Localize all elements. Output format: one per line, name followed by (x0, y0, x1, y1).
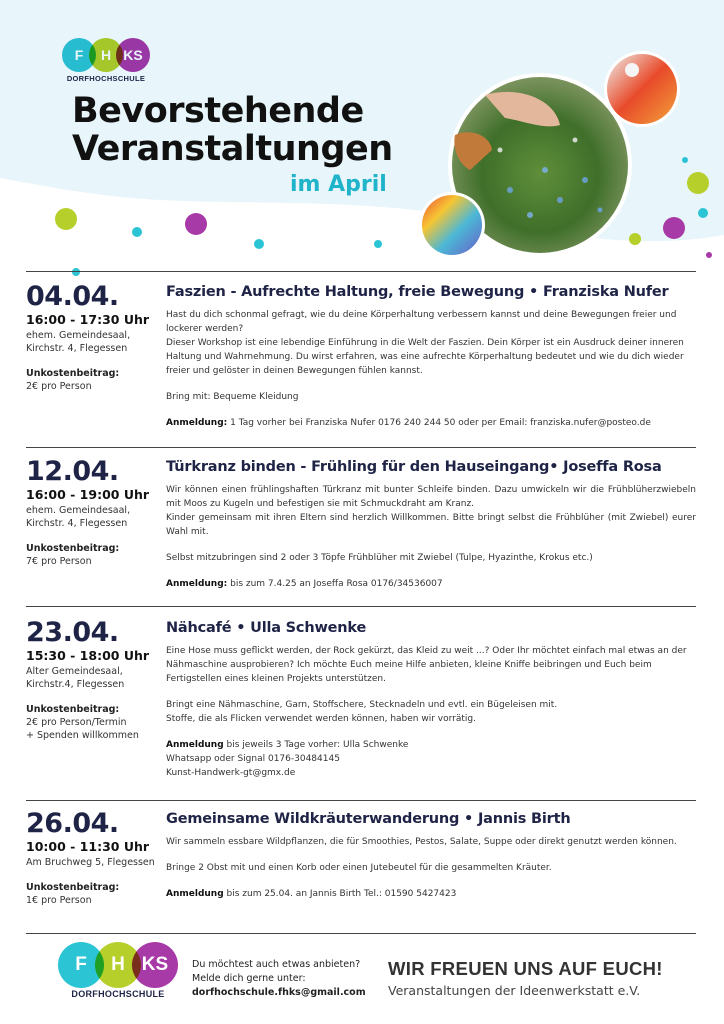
brand-logo (62, 38, 150, 83)
event-time: 15:30 - 18:00 Uhr (26, 648, 150, 663)
logo-letter-f: F (58, 942, 104, 988)
logo-name: DORFHOCHSCHULE (71, 989, 165, 999)
event-title: Türkranz binden - Frühling für den Hauseingang• Joseffa Rosa (166, 459, 662, 475)
page-title: Bevorstehende Veranstaltungen (72, 91, 393, 169)
event-description: Wir sammeln essbare Wildpflanzen, die für Smoothies, Pestos, Salate, Suppe oder direkt genutzt werden können. Bringe 2 Obst mit und einen Korb oder einen Jutebeutel für die gesammelten Kräuter. Anmeldung bis zum 25.04. an Jannis Birth Tel.: 01590 5427423 (166, 835, 696, 901)
logo-letters-ks: KS (116, 38, 150, 72)
page-subtitle: im April (290, 172, 387, 197)
logo-name: DORFHOCHSCHULE (66, 74, 146, 83)
event-date: 12.04. (26, 456, 119, 487)
event-description: Hast du dich schonmal gefragt, wie du deine Körperhaltung verbessern kannst und deine Bewegungen freier und lockerer werden? Dieser Workshop ist eine lebendige Einführung in die Welt der Faszien. Dein Körper ist ein Ausdruck deiner inneren Haltung und Wahrnehmung. Du wirst erfahren, was eine aufrechte Körperhaltung bedeutet und wie du dich wieder freier und gelöster in deinen Bewegungen fühlen kannst. Bring mit: Bequeme Kleidung Anmeldung: 1 Tag vorher bei Franziska Nufer 0176 240 244 50 oder per Email: franziska.nufer@posteo.de (166, 308, 696, 430)
divider (26, 933, 696, 934)
logo-letter-h: H (95, 942, 141, 988)
cost-label: Unkostenbeitrag: (26, 543, 120, 554)
offer-text: Du möchtest auch etwas anbieten? Melde dich gerne unter: dorfhochschule.fhks@gmail.com (192, 959, 366, 998)
logo-letter-f: F (62, 38, 96, 72)
cost-value: 7€ pro Person (26, 556, 92, 567)
cost-value: 1€ pro Person (26, 895, 92, 906)
cost-value: 2€ pro Person (26, 381, 92, 392)
divider (26, 800, 696, 801)
event-date: 04.04. (26, 281, 119, 312)
event-description: Eine Hose muss geflickt werden, der Rock gekürzt, das Kleid zu weit ...? Oder Ihr möchtet einfach mal etwas an der Nähmaschine ausprobieren? Ich möchte Euch meine Hilfe anbieten, kleine Kniffe beibringen und Euch beim Fertigstellen eines kleinen Projekts unterstützen. Bringt eine Nähmaschine, Garn, Stoffschere, Stecknadeln und evtl. ein Bügeleisen mit. Stoffe, die als Flicken verwendet werden können, haben wir vorrätig. Anmeldung bis jeweils 3 Tage vorher: Ulla Schwenke Whatsapp oder Signal 0176-30484145 Kunst-Handwerk-gt@gmx.de (166, 644, 696, 780)
cost-label: Unkostenbeitrag: (26, 882, 120, 893)
divider (26, 271, 696, 272)
event-time: 16:00 - 17:30 Uhr (26, 312, 150, 327)
event-location: ehem. Gemeindesaal, Kirchstr. 4, Flegessen (26, 505, 131, 529)
event-time: 16:00 - 19:00 Uhr (26, 487, 150, 502)
logo-letters-ks: KS (132, 942, 178, 988)
event-time: 10:00 - 11:30 Uhr (26, 839, 150, 854)
event-title: Faszien - Aufrechte Haltung, freie Bewegung • Franziska Nufer (166, 284, 669, 300)
cost-value: 2€ pro Person/Termin + Spenden willkommen (26, 717, 139, 741)
event-title: Gemeinsame Wildkräuterwanderung • Jannis Birth (166, 811, 571, 827)
offer-email[interactable]: dorfhochschule.fhks@gmail.com (192, 987, 366, 998)
event-date: 23.04. (26, 617, 119, 648)
contact-email: Kunst-Handwerk-gt@gmx.de (166, 768, 296, 778)
event-date: 26.04. (26, 808, 119, 839)
event-title: Nähcafé • Ulla Schwenke (166, 620, 367, 636)
event-registration: Anmeldung: bis zum 7.4.25 an Joseffa Rosa 0176/34536007 (166, 579, 443, 589)
cost-label: Unkostenbeitrag: (26, 704, 120, 715)
event-registration: Anmeldung bis jeweils 3 Tage vorher: Ulla Schwenke (166, 740, 409, 750)
divider (26, 606, 696, 607)
footer-logo (58, 942, 178, 999)
event-location: Alter Gemeindesaal, Kirchstr.4, Flegessen (26, 666, 125, 690)
event-location: Am Bruchweg 5, Flegessen (26, 857, 155, 868)
cost-label: Unkostenbeitrag: (26, 368, 120, 379)
thanks-heading: WIR FREUEN UNS AUF EUCH! (388, 958, 663, 979)
event-location: ehem. Gemeindesaal, Kirchstr. 4, Flegessen (26, 330, 131, 354)
logo-letter-h: H (89, 38, 123, 72)
event-registration: Anmeldung bis zum 25.04. an Jannis Birth Tel.: 01590 5427423 (166, 889, 457, 899)
event-registration: Anmeldung: 1 Tag vorher bei Franziska Nufer 0176 240 244 50 oder per Email: franziska.nufer@posteo.de (166, 418, 651, 428)
organization-name: Veranstaltungen der Ideenwerkstatt e.V. (388, 983, 641, 998)
divider (26, 447, 696, 448)
event-description: Wir können einen frühlingshaften Türkranz mit bunter Schleife binden. Dazu umwickeln wir die Frühblüherzwiebeln mit Moos zu Kugeln und befestigen sie mit Schmuckdraht am Kranz. Kinder gemeinsam mit ihren Eltern sind herzlich Willkommen. Bitte bringt selbst die Frühblüher (mit Zwiebel) eurer Wahl mit. Selbst mitzubringen sind 2 oder 3 Töpfe Frühblüher mit Zwiebel (Tulpe, Hyazinthe, Krokus etc.) Anmeldung: bis zum 7.4.25 an Joseffa Rosa 0176/34536007 (166, 485, 696, 589)
